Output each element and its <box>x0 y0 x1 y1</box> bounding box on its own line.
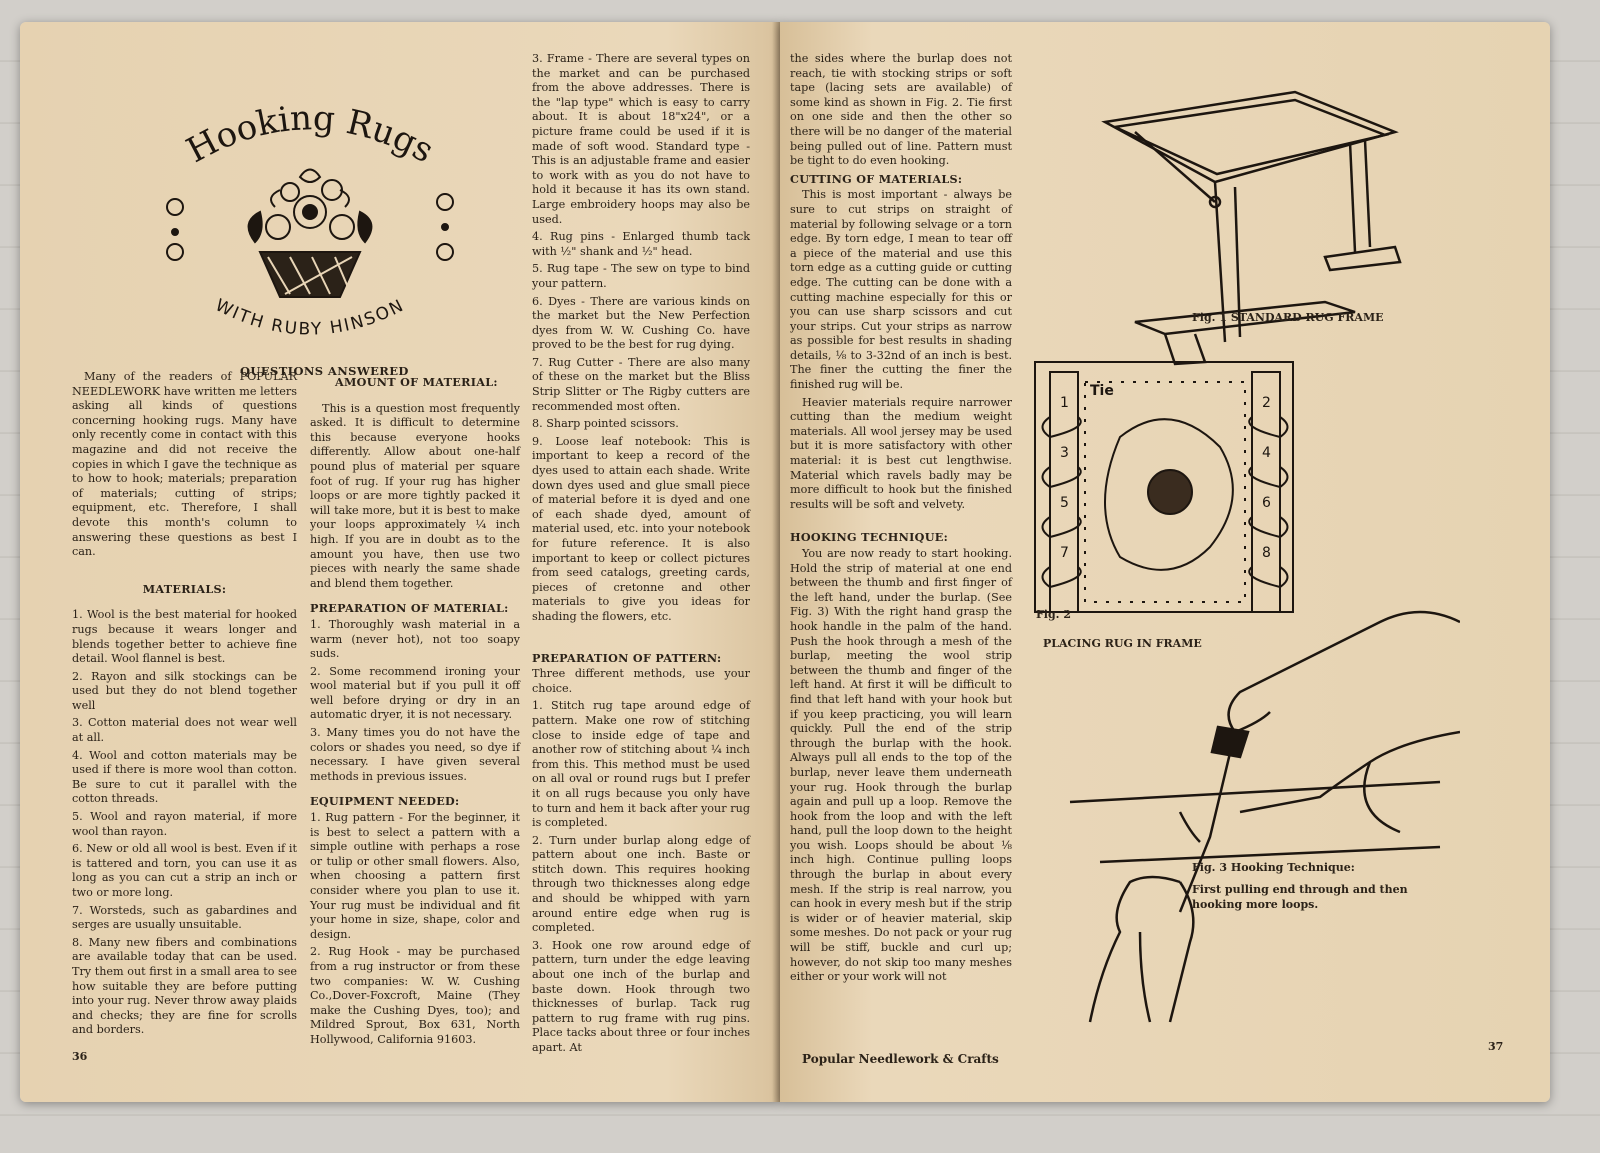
materials-item: 4. Wool and cotton materials may be used if there is more wool than cotton. Be sure to cut it parallel with the cotton threads. <box>72 748 297 806</box>
materials-item: 1. Wool is the best material for hooked rugs because it wears longer and blends together better to achieve fine detail. Wool flannel is best. <box>72 608 297 666</box>
continued-paragraph: the sides where the burlap does not reach, tie with stocking strips or soft tape (lacing sets are available) of some kind as shown in Fig. 2. Tie first on one side and then the other so there will be no danger of the material being pulled out of line. Pattern must be tight to do even hooking. <box>790 52 1012 168</box>
equipment-item: 5. Rug tape - The sew on type to bind your pattern. <box>532 262 750 290</box>
materials-item: 2. Rayon and silk stockings can be used but they do not blend together well <box>72 669 297 712</box>
page-number-right: 37 <box>1488 1040 1504 1053</box>
cutting-paragraph: This is most important - always be sure to cut strips on straight of material by following selvage or a torn edge. By torn edge, I mean to tear off a piece of the material and use this torn edge as a cutting guide or cutting edge. The cutting can be done with a cutting machine especially for this or you can use sharp scissors and cut your strips. Cut your strips as narrow as possible for best results in shading details, ⅛ to 3-32nd of an inch is best. The finer the cutting the finer the finished rug will be. <box>790 188 1012 392</box>
prep-item: 2. Some recommend ironing your wool material but if you pull it off well before drying or dry in an automatic dryer, it is not necessary. <box>310 664 520 722</box>
left-page <box>20 22 780 1102</box>
right-page <box>780 22 1550 1102</box>
prep-item: 3. Many times you do not have the colors or shades you need, so dye if necessary. I have given several methods in previous issues. <box>310 726 520 783</box>
equipment-item: 8. Sharp pointed scissors. <box>532 417 679 431</box>
equipment-item: 1. Rug pattern - For the beginner, it is best to select a pattern with a simple outline with perhaps a rose or tulip or other small flowers. Also, when choosing a pattern first consider where you plan to use it. Your rug must be individual and fit your home in size, shape, color and design. <box>310 811 520 941</box>
left-column-2 <box>310 367 520 1051</box>
fig2-number: 6 <box>1262 495 1271 511</box>
fig2-tie-label: Tie <box>1090 383 1114 399</box>
fig2-number: 4 <box>1262 445 1271 461</box>
equipment-item: 2. Rug Hook - may be purchased from a rug instructor or from these two companies: W. W. Cushing Co.,Dover-Foxcroft, Maine (They make the Cushing Dyes, too); and Mildred Sprout, Box 631, North Hollywood, California 91603. <box>310 945 520 1046</box>
equipment-item: 3. Frame - There are several types on the market and can be purchased from the above addresses. There is the "lap type" which is easy to carry about. It is about 18"x24", or a picture frame could be used if it is made of soft wood. Standard type - This is an adjustable frame and easier to work with as you do not have to hold it because it has its own stand. Large embroidery hoops may also be used. <box>532 52 750 226</box>
pattern-item: 1. Stitch rug tape around edge of pattern. Make one row of stitching close to inside edge of tape and another row of stitching about ¼ inch from this. This method must be used on all oval or round rugs but I prefer it on all rugs because you only have to turn and hem it back after your rug is completed. <box>532 699 750 830</box>
heavier-paragraph: Heavier materials require narrower cutting than the medium weight materials. All wool jersey may be used but it is more satisfactory with other material: it is best cut lengthwise. Material which ravels badly may be more difficult to hook but the finished results will be soft and velvety. <box>790 395 1012 511</box>
materials-item: 5. Wool and rayon material, if more wool than rayon. <box>72 810 297 838</box>
left-column-3 <box>532 52 750 1059</box>
equipment-item: 4. Rug pins - Enlarged thumb tack with ½" shank and ½" head. <box>532 230 750 258</box>
hooking-hands-illustration <box>1040 582 1460 1042</box>
pattern-item: 3. Hook one row around edge of pattern, turn under the edge leaving about one inch of the burlap and baste down. Hook through two thicknesses of burlap. Tack rug pattern to rug frame with rug pins. Place tacks about three or four inches apart. At <box>532 938 750 1054</box>
fig2-number: 7 <box>1060 545 1069 561</box>
pattern-item: 2. Turn under burlap along edge of pattern about one inch. Baste or stitch down. This requires hooking through two thicknesses along edge and should be whipped with yarn around entire edge when rug is completed. <box>532 833 750 935</box>
materials-item: 6. New or old all wool is best. Even if it is tattered and torn, you can use it as long as you can cut a strip an inch or two or more long. <box>72 842 297 899</box>
pattern-intro: Three different methods, use your choice. <box>532 667 750 695</box>
page-number-left: 36 <box>72 1050 88 1063</box>
article-byline: WITH RUBY HINSON <box>211 295 409 340</box>
fig3-title: Fig. 3 Hooking Technique: <box>1192 861 1355 874</box>
fig2-number: 5 <box>1060 495 1069 511</box>
fig2-label: Fig. 2 <box>1036 608 1071 621</box>
prep-pattern-heading: PREPARATION OF PATTERN: <box>532 650 722 665</box>
intro-paragraph: Many of the readers of POPULAR NEEDLEWORK have written me letters asking all kinds of questions concerning hooking rugs. Many have only recently come in contact with this magazine and did not receive the copies in which I gave the technique as to how to hook; materials; preparation of materials; cutting of strips; equipment, etc. Therefore, I shall devote this month's column to answering these questions as best I can. <box>72 370 297 559</box>
amount-paragraph: This is a question most frequently asked. It is difficult to determine this because everyone hooks differently. Allow about one-half pound plus of material per square foot of rug. If your rug has higher loops or are more tightly packed it will take more, but it is best to make your loops approximately ¼ inch high. If you are in doubt as to the amount you have, then use two pieces with nearly the same shade and blend them together. <box>310 401 520 590</box>
materials-item: 3. Cotton material does not wear well at all. <box>72 716 297 745</box>
left-column-1 <box>72 370 297 1041</box>
hooking-paragraph: You are now ready to start hooking. Hold the strip of material at one end between the thumb and first finger of the left hand, under the burlap. (See Fig. 3) With the right hand grasp the hook handle in the palm of the hand. Push the hook through a mesh of the burlap, meeting the wool strip between the thumb and finger of the left hand. At first it will be difficult to find that left hand with your hook but if you keep practicing, you will learn quickly. Pull the end of the strip through the burlap with the hook. Always pull all ends to the top of the burlap, never leave them underneath your rug. Hook through the burlap again and pull up a loop. Remove the hook from the loop and with the left hand, pull the loop down to the height you wish. Loops should be about ⅛ inch high. Continue pulling loops through the burlap in about every mesh. If the strip is real narrow, you can hook in every mesh but if the strip is wider or of heavier material, skip some meshes. Do not pack or your rug will be stiff, buckle and curl up; however, do not skip too many meshes either or your work will not <box>790 547 1012 984</box>
equipment-item: 6. Dyes - There are various kinds on the market but the New Perfection dyes from W. W. Cushing Co. have proved to be the best for rug dying. <box>532 294 750 352</box>
cutting-heading: CUTTING OF MATERIALS: <box>790 171 963 186</box>
fig1-caption: Fig. 1 STANDARD RUG FRAME <box>1192 311 1384 324</box>
fig2-number: 8 <box>1262 545 1271 561</box>
magazine-footer: Popular Needlework & Crafts <box>802 1052 999 1066</box>
amount-heading: AMOUNT OF MATERIAL: <box>335 375 498 389</box>
section-heading: QUESTIONS ANSWERED <box>240 364 409 378</box>
equipment-item: 9. Loose leaf notebook: This is important to keep a record of the dyes used to attain each shade. Write down dyes used and glue small piece of material before it is dyed and one of each shade dyed, amount of material used, etc. into your notebook for future reference. It is also important to keep or collect pictures from seed catalogs, greeting cards, pieces of cretonne and other materials to give you ideas for shading the flowers, etc. <box>532 434 750 623</box>
right-column-1 <box>790 52 1012 988</box>
hooking-heading: HOOKING TECHNIQUE: <box>790 530 949 545</box>
flower-basket-illustration <box>167 170 453 298</box>
article-title: Hooking Rugs <box>180 98 441 172</box>
materials-item: 8. Many new fibers and combinations are available today that can be used. Try them out first in a small area to see how suitable they are before putting into your rug. Never throw away plaids and checks; they are fine for scrolls and borders. <box>72 935 297 1037</box>
fig2-number: 3 <box>1060 445 1069 461</box>
materials-item: 7. Worsteds, such as gabardines and serges are usually unsuitable. <box>72 903 297 932</box>
equipment-item: 7. Rug Cutter - There are also many of these on the market but the Bliss Strip Slitter or The Rigby cutters are recommended most often. <box>532 355 750 413</box>
prep-material-heading: PREPARATION OF MATERIAL: <box>310 601 509 616</box>
fig2-caption: PLACING RUG IN FRAME <box>1043 637 1202 650</box>
prep-item: 1. Thoroughly wash material in a warm (never hot), not too soapy suds. <box>310 617 520 661</box>
fig3-caption: First pulling end through and then hooking more loops. <box>1192 883 1408 911</box>
title-art <box>140 82 480 362</box>
rug-frame-illustration <box>1095 72 1425 372</box>
fig2-number: 1 <box>1060 395 1069 411</box>
fig2-number: 2 <box>1262 395 1271 411</box>
equipment-heading: EQUIPMENT NEEDED: <box>310 794 460 809</box>
materials-heading: MATERIALS: <box>142 581 227 596</box>
